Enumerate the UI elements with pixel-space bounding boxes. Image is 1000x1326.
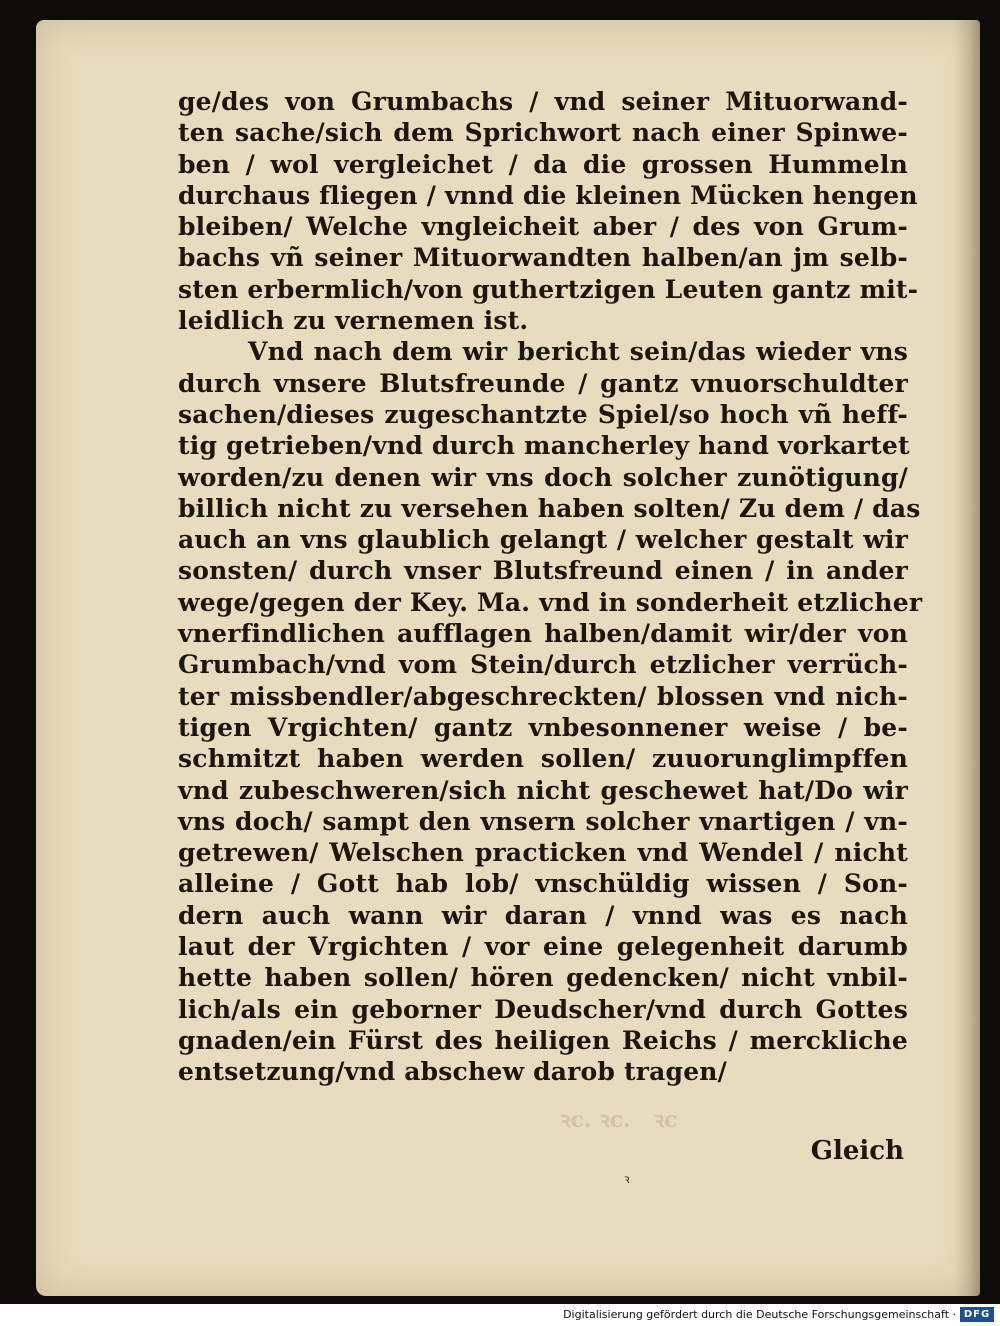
text-line: bachs vñ seiner Mituorwandten halben/an jm selb- bbox=[178, 243, 908, 273]
text-line: vns doch/ sampt den vnsern solcher vnartigen / vn- bbox=[178, 806, 908, 836]
text-line: leidlich zu vernemen ist. bbox=[178, 306, 529, 336]
text-line: ben / wol vergleichet / da die grossen Hummeln bbox=[178, 149, 908, 179]
text-line: hette haben sollen/ hören gedencken/ nicht vnbil- bbox=[178, 963, 908, 993]
text-line: dern auch wann wir daran / vnnd was es nach bbox=[178, 900, 908, 930]
text-line: ten sache/sich dem Sprichwort nach einer Spinwe- bbox=[178, 118, 908, 148]
page-gutter-shadow bbox=[954, 20, 980, 1296]
text-line: worden/zu denen wir vns doch solcher zunötigung/ bbox=[178, 462, 908, 492]
text-line: vnd zubeschweren/sich nicht geschewet hat/Do wir bbox=[178, 775, 908, 805]
text-line: ge/des von Grumbachs / vnd seiner Mituorwand- bbox=[178, 87, 908, 116]
bleed-through-text: ꝛc. ꝛc. ꝛc bbox=[560, 1107, 678, 1133]
page-signature-mark: ꝛ bbox=[624, 1172, 630, 1186]
catchword: Gleich bbox=[810, 1136, 904, 1166]
text-line: sten erbermlich/von guthertzigen Leuten gantz mit- bbox=[178, 274, 919, 304]
dfg-logo: DFG bbox=[960, 1307, 994, 1322]
text-line: auch an vns glaublich gelangt / welcher gestalt wir bbox=[178, 525, 908, 555]
text-line: sonsten/ durch vnser Blutsfreund einen / in ander bbox=[178, 556, 908, 586]
text-line: schmitzt haben werden sollen/ zuuorunglimpffen bbox=[178, 744, 908, 774]
digitization-footer bbox=[0, 1304, 1000, 1326]
text-line: billich nicht zu versehen haben solten/ Zu dem / das bbox=[178, 493, 921, 523]
text-line: sachen/dieses zugeschantzte Spiel/so hoch vñ heff- bbox=[178, 399, 908, 429]
text-line: lich/als ein geborner Deudscher/vnd durch Gottes bbox=[178, 994, 908, 1024]
body-text bbox=[178, 86, 923, 1088]
text-line: wege/gegen der Key. Ma. vnd in sonderheit etzlicher bbox=[178, 587, 923, 617]
text-line: entsetzung/vnd abschew darob tragen/ bbox=[178, 1057, 728, 1087]
text-line: laut der Vrgichten / vor eine gelegenheit darumb bbox=[178, 932, 908, 962]
text-line: Grumbach/vnd vom Stein/durch etzlicher verrüch- bbox=[178, 650, 908, 680]
text-line: durch vnsere Blutsfreunde / gantz vnuorschuldter bbox=[178, 368, 908, 398]
paragraph-start-line: Vnd nach dem wir bericht sein/das wieder vns bbox=[248, 337, 908, 367]
text-line: tig getrieben/vnd durch mancherley hand vorkartet bbox=[178, 431, 910, 461]
text-line: gnaden/ein Fürst des heiligen Reichs / merckliche bbox=[178, 1025, 908, 1055]
text-line: durchaus fliegen / vnnd die kleinen Mücken hengen bbox=[178, 180, 918, 210]
text-line: vnerfindlichen aufflagen halben/damit wir/der von bbox=[178, 619, 908, 649]
text-line: bleiben/ Welche vngleicheit aber / des von Grum- bbox=[178, 212, 908, 242]
text-line: getrewen/ Welschen practicken vnd Wendel / nicht bbox=[178, 838, 908, 868]
text-line: alleine / Gott hab lob/ vnschüldig wissen / Son- bbox=[178, 869, 908, 899]
text-line: ter missbendler/abgeschreckten/ blossen vnd nich- bbox=[178, 681, 908, 711]
funding-credit: Digitalisierung gefördert durch die Deutsche Forschungsgemeinschaft · bbox=[563, 1308, 956, 1321]
text-line: tigen Vrgichten/ gantz vnbesonnener weise / be- bbox=[178, 712, 908, 742]
